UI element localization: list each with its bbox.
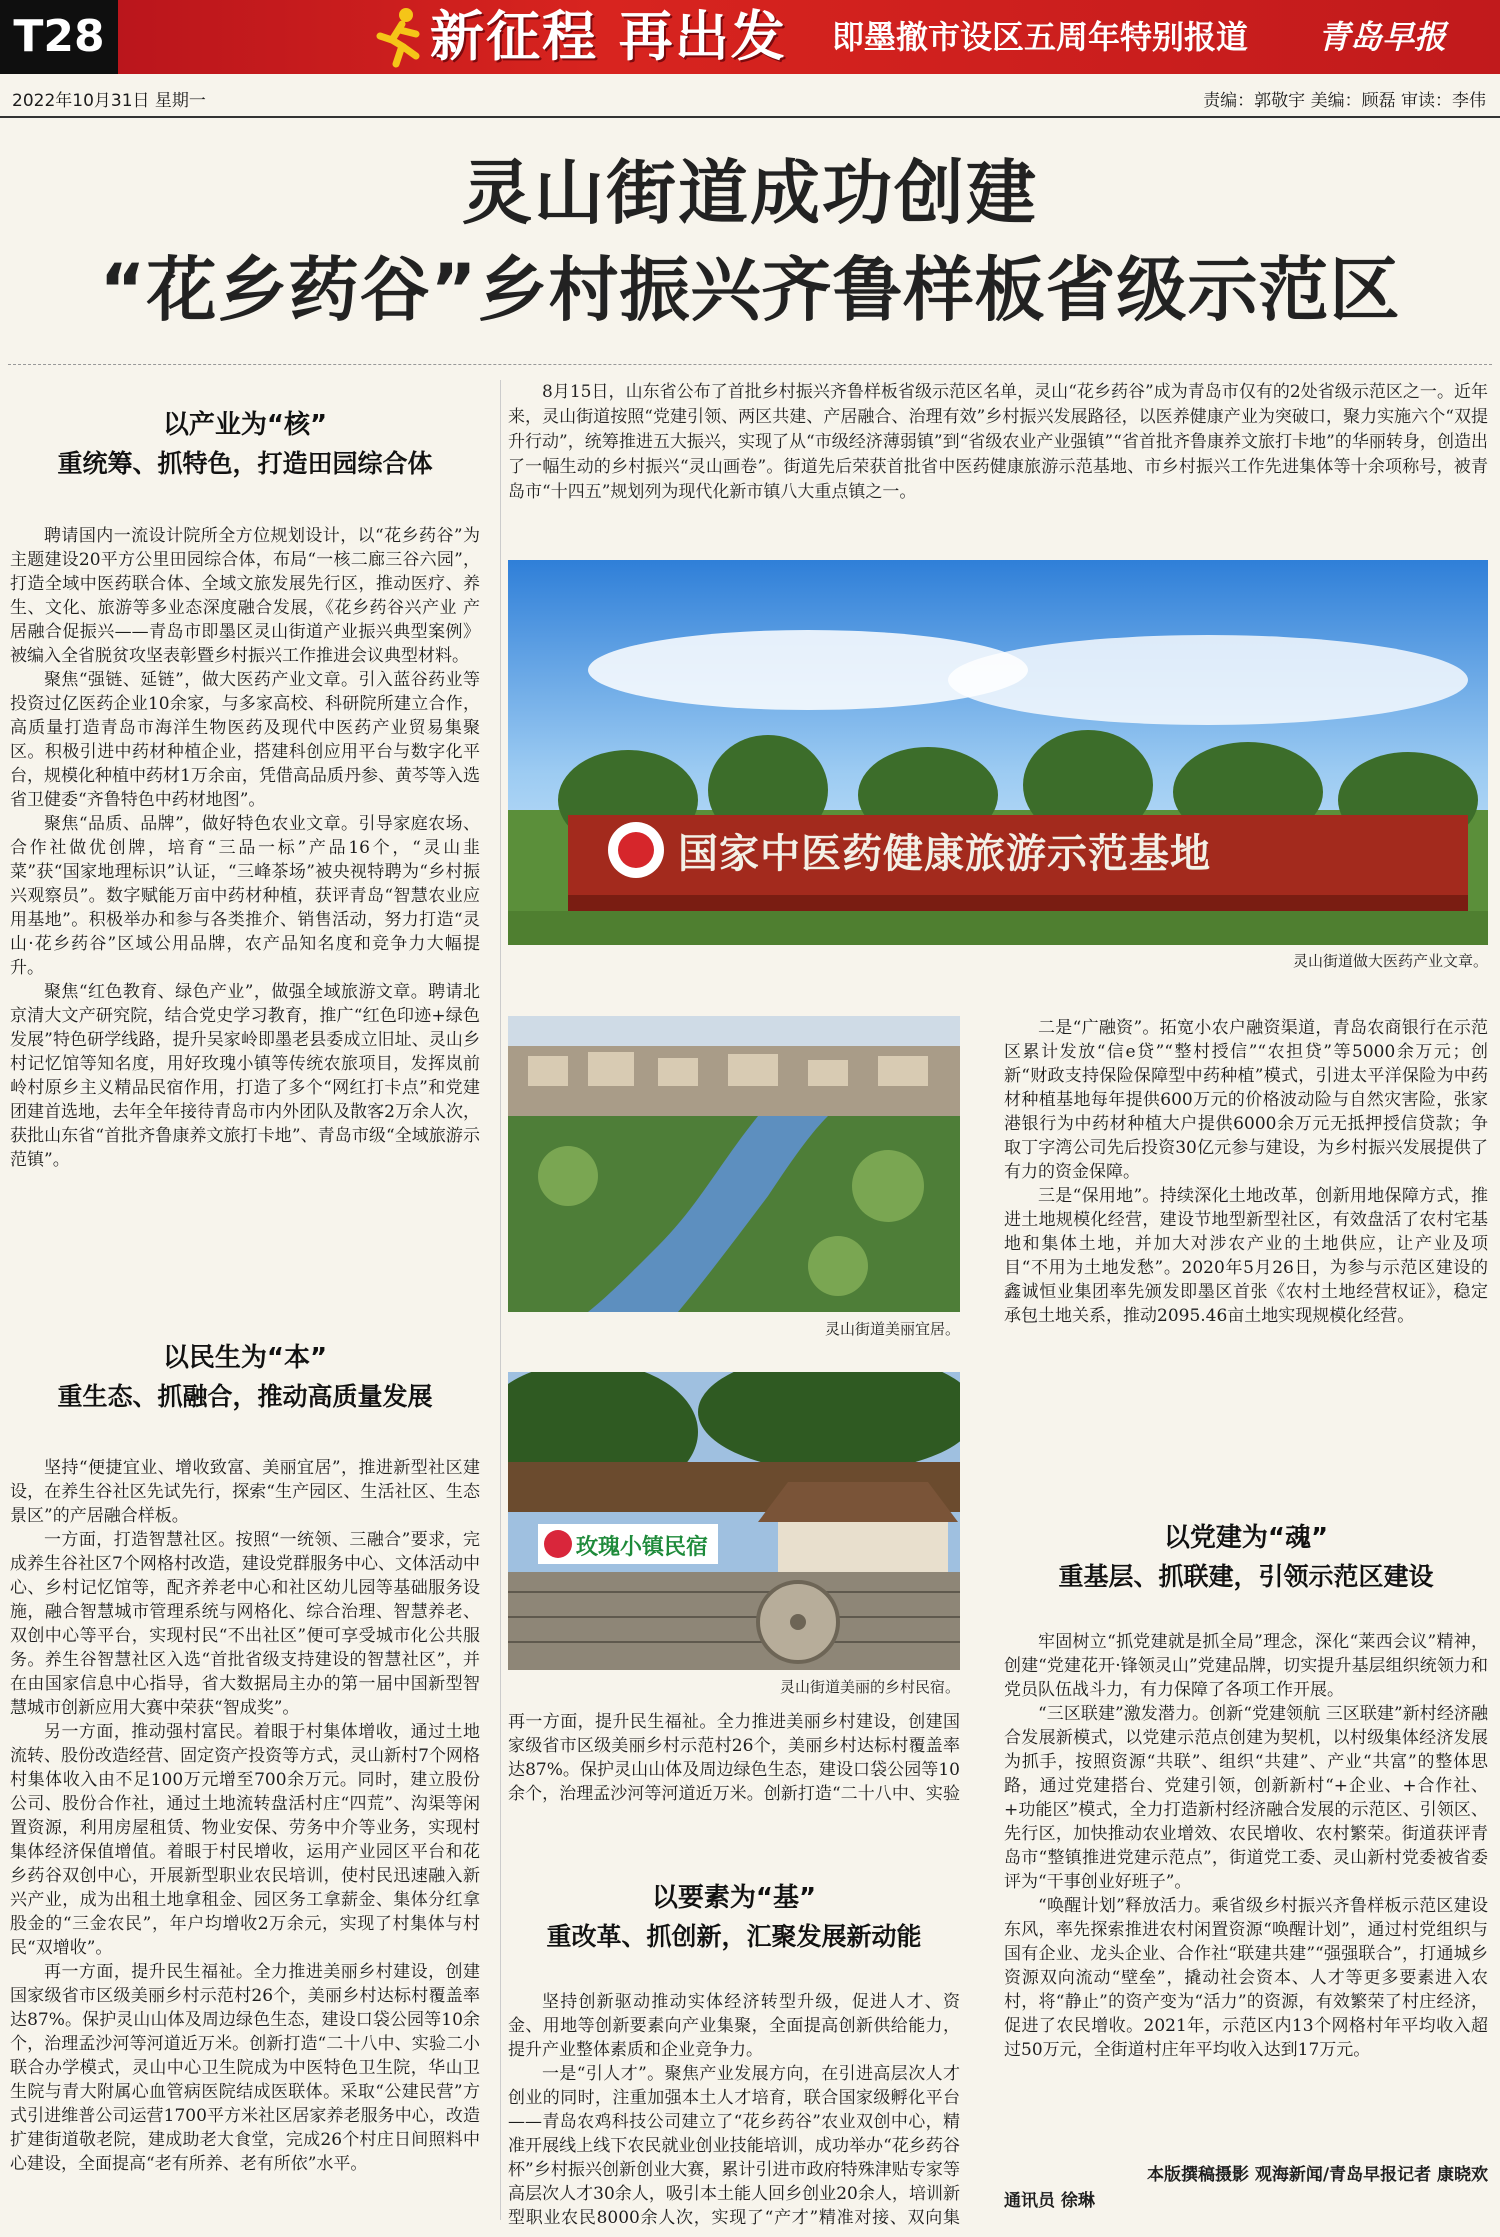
section-3-heading [508,1878,960,1956]
paragraph: “三区联建”激发潜力。创新“党建领航 三区联建”新村经济融合发展新模式，以党建示范点创建为契机，以村级集体经济发展为抓手，按照资源“共联”、组织“共建”、产业“共富”的整体思路，通过党建搭台、党建引领，创新新村“+企业、+合作社、+功能区”模式，全力打造新村经济融合发展的示范区、引领区、先行区，加快推动农业增效、农民增收、农村繁荣。街道获评青岛市“整镇推进党建示范点”，街道党工委、灵山新村党委被省委评为“干事创业好班子”。 [1004,1704,1488,1892]
column-divider [500,380,501,2220]
section-2-heading [10,1338,480,1416]
section-3-body [508,1990,960,2230]
photo-caption: 灵山街道美丽宜居。 [824,1320,960,1338]
byline-correspondent: 通讯员 徐琳 [1004,2191,1095,2211]
paragraph: 一方面，打造智慧社区。按照“一统领、三融合”要求，完成养生谷社区7个网格村改造，建设党群服务中心、文体活动中心、乡村记忆馆等，配齐养老中心和社区幼儿园等基础服务设施，融合智慧城市管理系统与网格化、综合治理、智慧养老、双创中心等平台，实现村民“不出社区”便可享受城市化公共服务。养生谷智慧社区入选“首批省级支持建设的智慧社区”，并在由国家信息中心指导，省大数据局主办的第一届中国新型智慧城市创新应用大赛中荣获“智成奖”。 [10,1530,480,1718]
photo-medicine-base-image [508,560,1488,945]
dateline [0,74,1500,118]
section-kicker: 以党建为“魂” [1163,1523,1329,1553]
paragraph: 三是“保用地”。持续深化土地改革，创新用地保障方式，推进土地规模化经营，建设节地型新型社区，有效盘活了农村宅基地和集体土地，并加大对涉农产业的土地供应，让产业及项目“不用为土地发愁”。2020年5月26日，为参与示范区建设的鑫诚恒业集团率先颁发即墨区首张《农村土地经营权证》，稳定承包土地关系，推动2095.46亩土地实现规模化经营。 [1004,1186,1488,1326]
headline-line-1: 灵山街道成功创建 [462,152,1038,234]
brand-text: 青岛早报 [1318,18,1447,56]
paragraph: “唤醒计划”释放活力。乘省级乡村振兴齐鲁样板示范区建设东风，率先探索推进农村闲置资源“唤醒计划”，通过村党组织与国有企业、龙头企业、合作社“联建共建”“强强联合”，打通城乡资源双向流动“壁垒”，撬动社会资本、人才等更多要素进入农村，将“静止”的资产变为“活力”的资源，有效繁荣了村庄经济，促进了农民增收。2021年，示范区内13个网格村年平均收入超过50万元，全街道村庄年平均收入达到17万元。 [1004,1896,1488,2060]
section-kicker: 以民生为“本” [162,1343,328,1373]
section-kicker: 以要素为“基” [651,1883,817,1913]
section-subtitle: 重改革、抓创新，汇聚发展新动能 [546,1922,922,1951]
paragraph: 聚焦“红色教育、绿色产业”，做强全域旅游文章。聘请北京清大文产研究院，结合党史学习教育，推广“红色印迹+绿色发展”特色研学线路，提升吴家岭即墨老县委成立旧址、灵山乡村记忆馆等知名度，用好玫瑰小镇等传统农旅项目，发挥岚前岭村原乡主义精品民宿作用，打造了多个“网红打卡点”和党建团建首选地，去年全年接待青岛市内外团队及散客2万余人次，获批山东省“首批齐鲁康养文旅打卡地”、青岛市级“全域旅游示范镇”。 [10,982,480,1170]
paragraph: 牢固树立“抓党建就是抓全局”理念，深化“莱西会议”精神，创建“党建花开·锋领灵山”党建品牌，切实提升基层组织统领力和党员队伍战斗力，有力保障了各项工作开展。 [1004,1632,1488,1700]
photo-caption: 灵山街道做大医药产业文章。 [1292,952,1488,970]
paragraph: 二是“广融资”。拓宽小农户融资渠道，青岛农商银行在示范区累计发放“信e贷”“整村授信”“农担贷”等5000余万元；创新“财政支持保险保障型中药种植”模式，引进太平洋保险为中药材种植基地每年提供600万元的价格波动险与自然灾害险，张家港银行为中药材种植大户提供6000余万元无抵押授信贷款；争取丁字湾公司先后投资30亿元参与建设，为乡村振兴发展提供了有力的资金保障。 [1004,1018,1488,1182]
section-subtitle: 重生态、抓融合，推动高质量发展 [57,1382,433,1411]
runner-icon [372,6,424,68]
paragraph: 聚焦“强链、延链”，做大医药产业文章。引入蓝谷药业等投资过亿医药企业10余家，与多家高校、科研院所建立合作，高质量打造青岛市海洋生物医药及现代中医药产业贸易集聚区。积极引进中药材种植企业，搭建科创应用平台与数字化平台，规模化种植中药材1万余亩，凭借高品质丹参、黄芩等入选省卫健委“齐鲁特色中药材地图”。 [10,670,480,810]
special-report-title: 即墨撤市设区五周年特别报道 [832,18,1249,56]
paragraph: 坚持创新驱动推动实体经济转型升级，促进人才、资金、用地等创新要素向产业集聚，全面提高创新供给能力，提升产业整体素质和企业竞争力。 [508,1992,960,2060]
section-4-heading [1004,1518,1488,1596]
section-subtitle: 重统筹、抓特色，打造田园综合体 [57,449,433,478]
section-3-body-continued [1004,1016,1488,1476]
photo-sign-text: 国家中医药健康旅游示范基地 [678,831,1211,877]
paragraph: 再一方面，提升民生福祉。全力推进美丽乡村建设，创建国家级省市区级美丽乡村示范村26个，美丽乡村达标村覆盖率达87%。保护灵山山体及周边绿色生态，建设口袋公园等10余个，治理孟沙河等河道近万米。创新打造“二十八中、实验二小联合办学模式，灵山中心卫生院成为中医特色卫生院，华山卫生院与青大附属心血管病医院结成医联体。采取“公建民营”方式引进维普公司运营1700平方米社区居家养老服务中心，改造扩建街道敬老院，建成助老大食堂，完成26个村庄日间照料中心建设，全面提高“老有所养、老有所依”水平。 [10,1962,480,2174]
section-2-body [10,1456,480,2236]
paragraph: 坚持“便捷宜业、增收致富、美丽宜居”，推进新型社区建设，在养生谷社区先试先行，探索“生产园区、生活社区、生态景区”的产居融合样板。 [10,1458,480,1526]
issue-date: 2022年10月31日 星期一 [12,91,206,111]
newspaper-brand [1318,0,1446,74]
paragraph: 聘请国内一流设计院所全方位规划设计，以“花乡药谷”为主题建设20平方公里田园综合体，布局“一核二廊三谷六园”，打造全域中医药联合体、全域文旅发展先行区，推动医疗、养生、文化、旅游等多业态深度融合发展，《花乡药谷兴产业 产居融合促振兴——青岛市即墨区灵山街道产业振兴典型案例》被编入全省脱贫攻坚表彰暨乡村振兴工作推进会议典型材料。 [10,526,480,666]
page-number: T28 [0,0,118,74]
paragraph: 聚焦“品质、品牌”，做好特色农业文章。引导家庭农场、合作社做优创牌，培育“三品一标”产品16个，“灵山韭菜”获“国家地理标识”认证，“三峰茶场”被央视特聘为“乡村振兴观察员”。数字赋能万亩中药材种植，获评青岛“智慧农业应用基地”。积极举办和参与各类推介、销售活动，努力打造“灵山·花乡药谷”区域公用品牌，农产品知名度和竞争力大幅提升。 [10,814,480,978]
section-1-heading [10,405,480,483]
headline-divider [8,364,1492,365]
photo-medicine-base [508,560,1488,945]
paragraph-continuation: 再一方面，提升民生福祉。全力推进美丽乡村建设，创建国家级省市区级美丽乡村示范村26个，美丽乡村达标村覆盖率达87%。保护灵山山体及周边绿色生态，建设口袋公园等10余个，治理孟沙河等河道近万米。创新打造“二十八中、实验 [508,1712,960,1804]
byline-reporter: 本版撰稿摄影 观海新闻/青岛早报记者 康晓欢 [1146,2165,1488,2185]
byline [1004,2162,1488,2214]
paragraph: 一是“引人才”。聚焦产业发展方向，在引进高层次人才创业的同时，注重加强本土人才培育，联合国家级孵化平台——青岛农鸡科技公司建立了“花乡药谷”农业双创中心，精准开展线上线下农民就业创业技能培训，成功举办“花乡药谷杯”乡村振兴创新创业大赛，累计引进市政府特殊津贴专家等高层次人才30余人，吸引本土能人回乡创业20余人，培训新型职业农民8000余人次，实现了“产才”精准对接、双向集 [508,2064,960,2228]
headline-line-2: “花乡药谷”乡村振兴齐鲁样板省级示范区 [99,249,1401,331]
masthead-bar [0,0,1500,74]
photo-caption: 灵山街道美丽的乡村民宿。 [779,1678,960,1696]
special-slogan: 新征程 再出发 [430,5,787,68]
section-2-continuation [508,1710,960,1806]
lead-paragraph: 8月15日，山东省公布了首批乡村振兴齐鲁样板省级示范区名单，灵山“花乡药谷”成为青岛市仅有的2处省级示范区之一。近年来，灵山街道按照“党建引领、两区共建、产居融合、治理有效”乡村振兴发展路径，以医养健康产业为突破口，聚力实施六个“双提升行动”，统筹推进五大振兴，实现了从“市级经济薄弱镇”到“省级农业产业强镇”“省首批齐鲁康养文旅打卡地”的华丽转身，创造出了一幅生动的乡村振兴“灵山画卷”。街道先后荣获首批省中医药健康旅游示范基地、市乡村振兴工作先进集体等十余项称号，被青岛市“十四五”规划列为现代化新市镇八大重点镇之一。 [508,382,1488,502]
section-1-body [10,524,480,1172]
photo-rose-homestay-image [508,1372,960,1670]
photo-river-town-image [508,1016,960,1312]
photo-river-town [508,1016,960,1312]
section-4-body [1004,1630,1488,2150]
editor-credits: 责编：郭敬宇 美编：顾磊 审读：李伟 [1203,91,1486,111]
photo-sign-text: 玫瑰小镇民宿 [576,1535,709,1560]
photo-rose-homestay [508,1372,960,1670]
section-kicker: 以产业为“核” [162,410,328,440]
paragraph: 另一方面，推动强村富民。着眼于村集体增收，通过土地流转、股份改造经营、固定资产投资等方式，灵山新村7个网格村集体收入由不足100万元增至700余万元。同时，建立股份公司、股份合作社，通过土地流转盘活村庄“四荒”、沟渠等闲置资源，利用房屋租赁、物业安保、劳务中介等业务，实现村集体经济保值增值。着眼于村民增收，运用产业园区平台和花乡药谷双创中心，开展新型职业农民培训，使村民迅速融入新兴产业，成为出租土地拿租金、园区务工拿薪金、集体分红拿股金的“三金农民”，年户均增收2万余元，实现了村集体与村民“双增收”。 [10,1722,480,1958]
section-subtitle: 重基层、抓联建，引领示范区建设 [1058,1562,1434,1591]
